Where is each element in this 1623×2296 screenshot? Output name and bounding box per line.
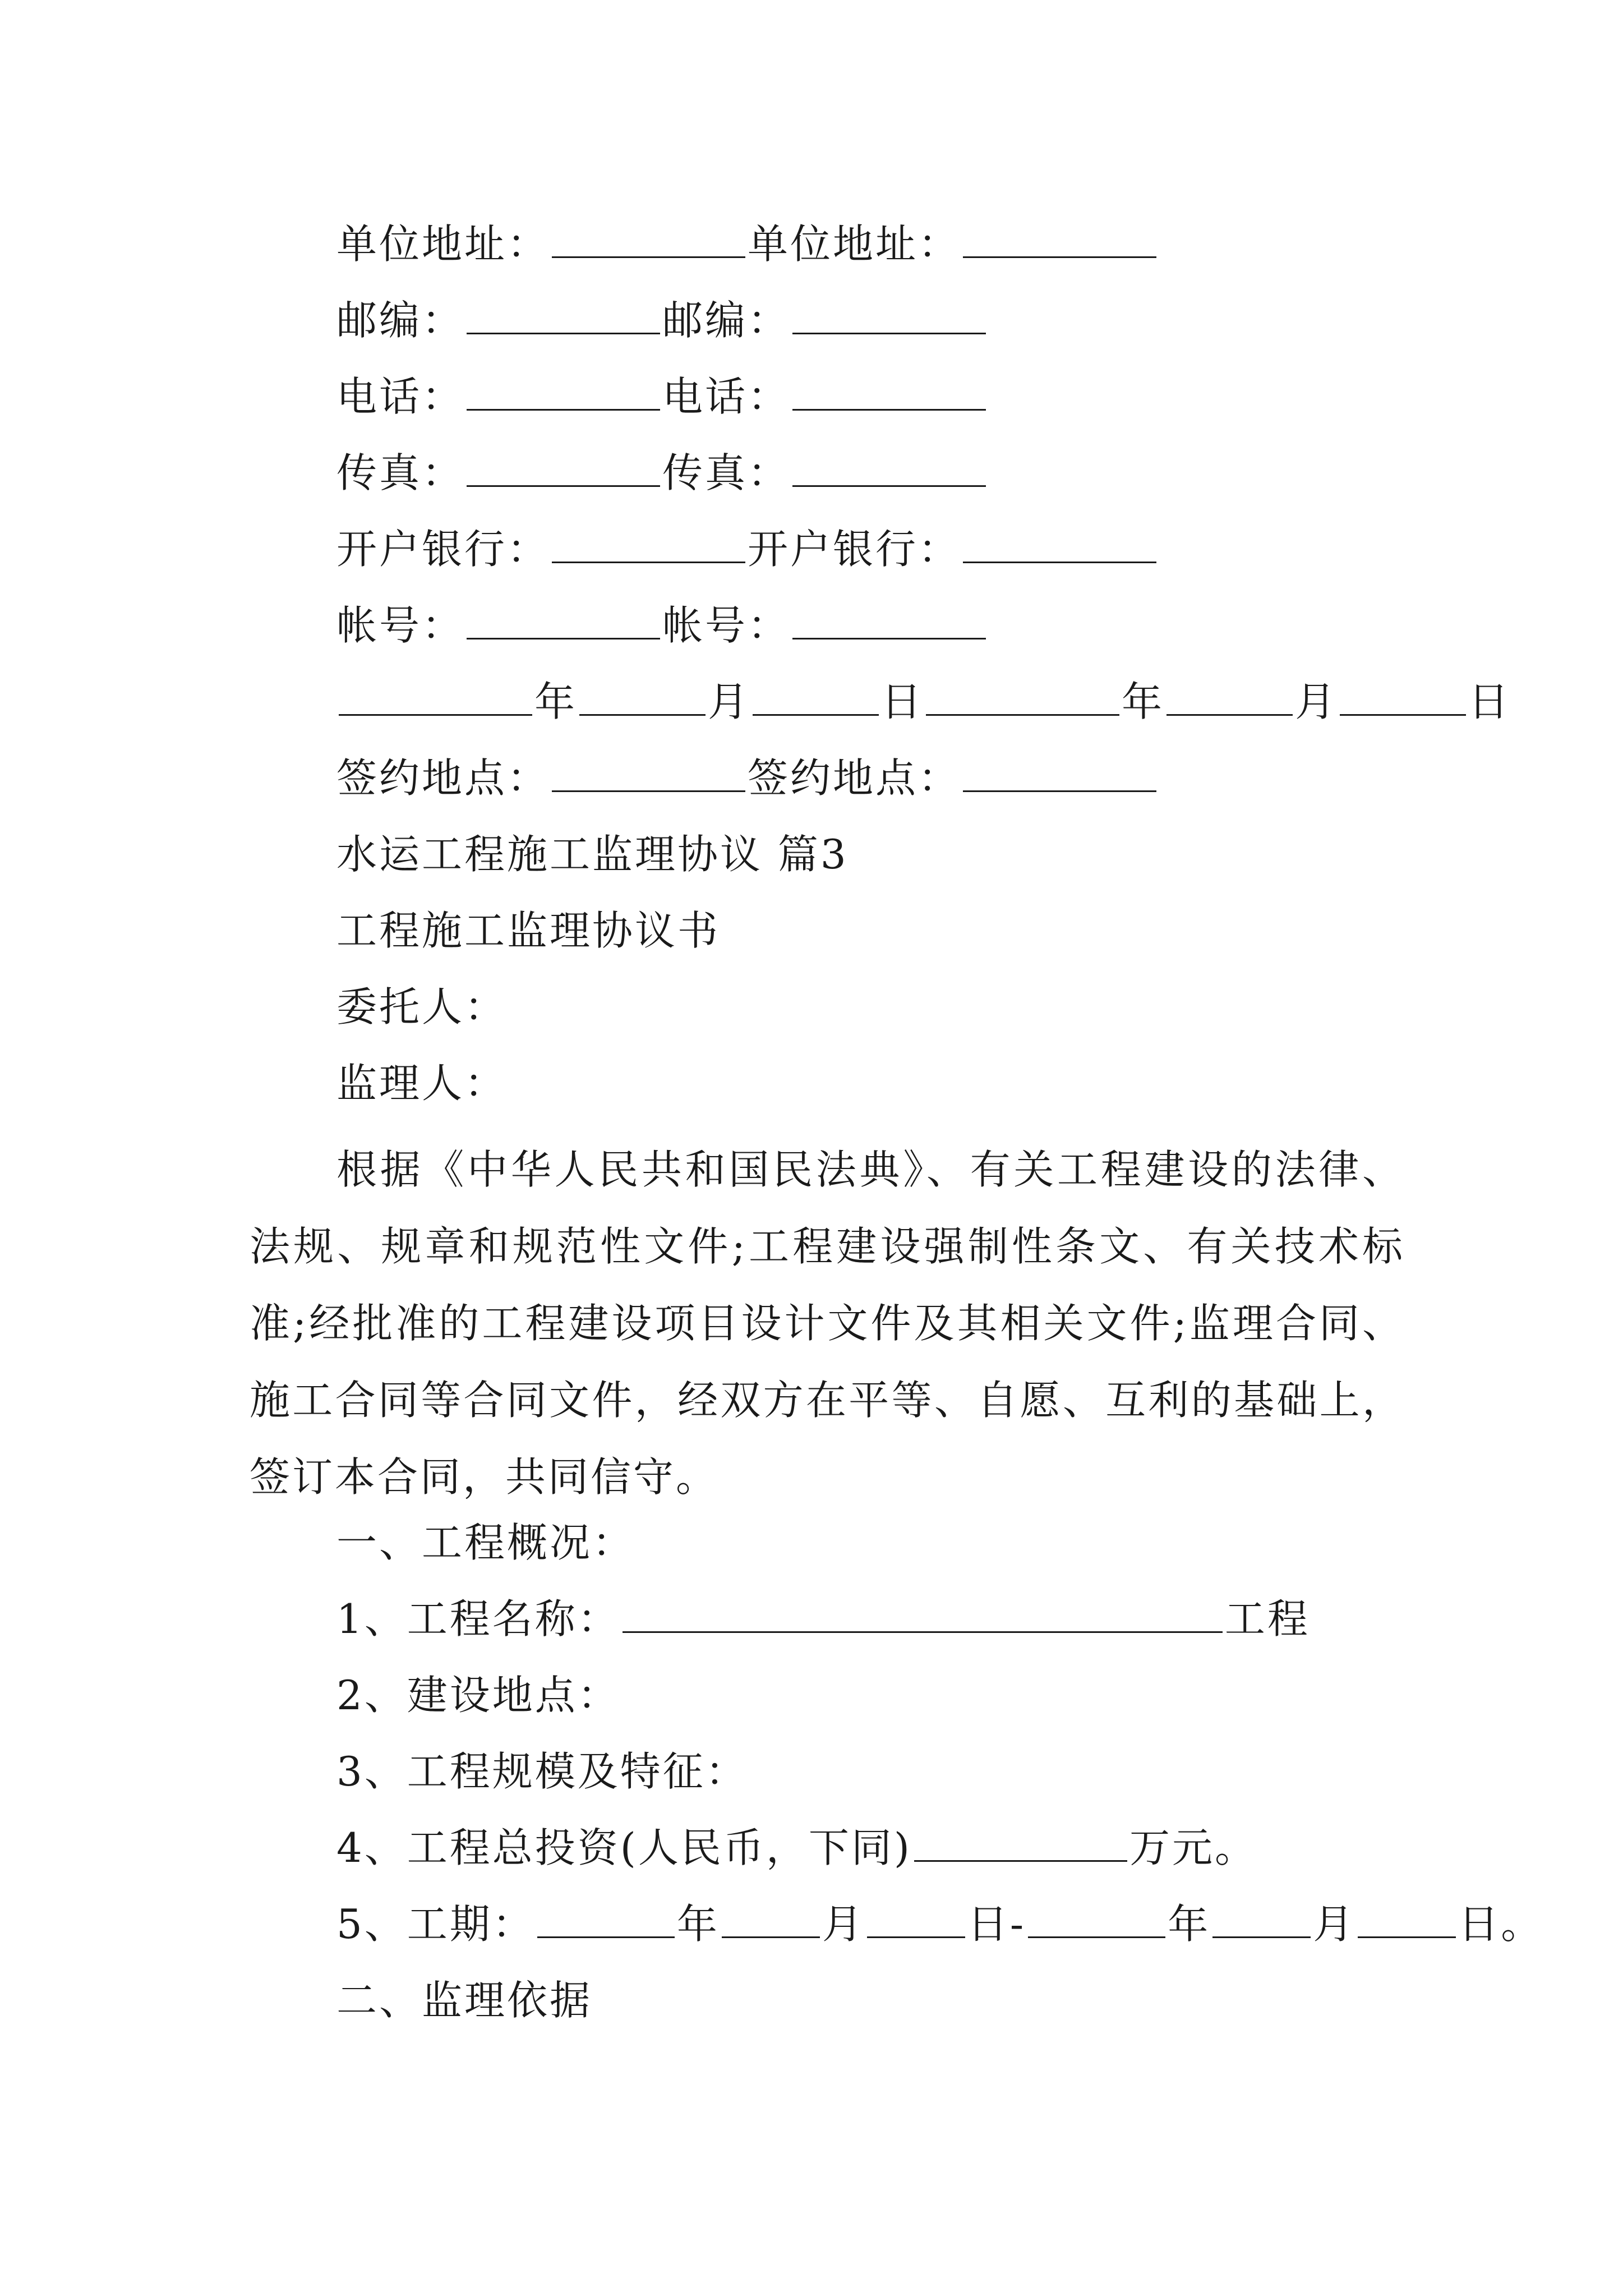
phone-blank-a[interactable] bbox=[467, 372, 660, 411]
bank-label-b: 开户银行： bbox=[748, 526, 961, 573]
sign-place-blank-b[interactable] bbox=[963, 754, 1156, 792]
sign-month-a: 月 bbox=[708, 678, 751, 725]
sign-year-b: 年 bbox=[1122, 678, 1165, 725]
period-end-year-blank[interactable] bbox=[1028, 1900, 1165, 1938]
sign-year-blank-b[interactable] bbox=[926, 678, 1119, 716]
sign-day-b: 日 bbox=[1468, 678, 1511, 725]
fax-row bbox=[336, 445, 988, 501]
sign-place-label-a: 签约地点： bbox=[336, 754, 550, 802]
zip-label-a: 邮编： bbox=[336, 297, 465, 344]
period-end-day-blank[interactable] bbox=[1358, 1900, 1456, 1938]
period-start-month-blank[interactable] bbox=[722, 1900, 820, 1938]
sign-year-a: 年 bbox=[534, 678, 578, 725]
address-row bbox=[336, 216, 1159, 272]
intro-paragraph: 根据《中华人民共和国民法典》、有关工程建设的法律、法规、规章和规范性文件;工程建设强制性条文、有关技术标准;经批准的工程建设项目设计文件及其相关文件;监理合同、施工合同等合同文件，经双方在平等、自愿、互利的基础上，签订本合同，共同信守。 bbox=[250, 1146, 1405, 1501]
period-start-day: 日- bbox=[967, 1901, 1026, 1948]
project-name-label: 1、工程名称： bbox=[336, 1595, 620, 1642]
zip-blank-b[interactable] bbox=[792, 296, 986, 334]
bank-blank-a[interactable] bbox=[552, 525, 745, 563]
phone-blank-b[interactable] bbox=[792, 372, 986, 411]
address-blank-a[interactable] bbox=[552, 220, 745, 258]
period-start-year: 年 bbox=[676, 1901, 720, 1948]
section1-heading: 一、工程概况： bbox=[336, 1519, 635, 1566]
total-investment-label: 4、工程总投资(人民币，下同) bbox=[336, 1824, 912, 1871]
phone-label-a: 电话： bbox=[336, 373, 465, 420]
sign-day-a: 日 bbox=[881, 678, 924, 725]
account-blank-a[interactable] bbox=[467, 601, 660, 639]
account-label-a: 帐号： bbox=[336, 602, 465, 649]
period-label: 5、工期： bbox=[336, 1901, 535, 1948]
sign-month-blank-b[interactable] bbox=[1166, 678, 1293, 716]
period-start-day-blank[interactable] bbox=[867, 1900, 965, 1938]
sign-day-blank-b[interactable] bbox=[1340, 678, 1466, 716]
section-heading: 水运工程施工监理协议 篇3 bbox=[336, 831, 849, 878]
fax-label-a: 传真： bbox=[336, 449, 465, 496]
document-title: 工程施工监理协议书 bbox=[336, 907, 721, 954]
account-blank-b[interactable] bbox=[792, 601, 986, 639]
address-label-a: 单位地址： bbox=[336, 220, 550, 268]
period-row bbox=[336, 1896, 1543, 1952]
bank-label-a: 开户银行： bbox=[336, 526, 550, 573]
sign-month-blank-a[interactable] bbox=[579, 678, 706, 716]
fax-blank-b[interactable] bbox=[792, 449, 986, 487]
total-investment-suffix: 万元。 bbox=[1129, 1824, 1258, 1871]
address-label-b: 单位地址： bbox=[748, 220, 961, 268]
sign-place-label-b: 签约地点： bbox=[748, 754, 961, 802]
zip-row bbox=[336, 292, 988, 348]
zip-blank-a[interactable] bbox=[467, 296, 660, 334]
account-row bbox=[336, 597, 988, 654]
sign-year-blank-a[interactable] bbox=[339, 678, 532, 716]
period-start-year-blank[interactable] bbox=[537, 1900, 675, 1938]
sign-place-blank-a[interactable] bbox=[552, 754, 745, 792]
project-name-row bbox=[336, 1591, 1310, 1647]
bank-row bbox=[336, 521, 1159, 577]
project-name-blank[interactable] bbox=[623, 1595, 1223, 1633]
address-blank-b[interactable] bbox=[963, 220, 1156, 258]
period-end-month-blank[interactable] bbox=[1212, 1900, 1311, 1938]
client-label: 委托人： bbox=[336, 983, 508, 1030]
sign-date-row bbox=[336, 674, 1511, 730]
sign-place-row bbox=[336, 750, 1159, 806]
fax-blank-a[interactable] bbox=[467, 449, 660, 487]
sign-month-b: 月 bbox=[1295, 678, 1338, 725]
bank-blank-b[interactable] bbox=[963, 525, 1156, 563]
section2-heading: 二、监理依据 bbox=[336, 1977, 593, 2024]
phone-row bbox=[336, 369, 988, 425]
supervisor-label: 监理人： bbox=[336, 1060, 508, 1107]
phone-label-b: 电话： bbox=[662, 373, 791, 420]
construction-site-row: 2、建设地点： bbox=[336, 1672, 620, 1719]
period-end-year: 年 bbox=[1168, 1901, 1211, 1948]
account-label-b: 帐号： bbox=[662, 602, 791, 649]
period-end-month: 月 bbox=[1313, 1901, 1356, 1948]
fax-label-b: 传真： bbox=[662, 449, 791, 496]
sign-day-blank-a[interactable] bbox=[753, 678, 879, 716]
period-end-day: 日。 bbox=[1458, 1901, 1544, 1948]
total-investment-blank[interactable] bbox=[914, 1824, 1127, 1862]
total-investment-row bbox=[336, 1820, 1257, 1876]
project-name-suffix: 工程 bbox=[1224, 1595, 1310, 1642]
project-scale-row: 3、工程规模及特征： bbox=[336, 1748, 748, 1795]
period-start-month: 月 bbox=[822, 1901, 865, 1948]
zip-label-b: 邮编： bbox=[662, 297, 791, 344]
